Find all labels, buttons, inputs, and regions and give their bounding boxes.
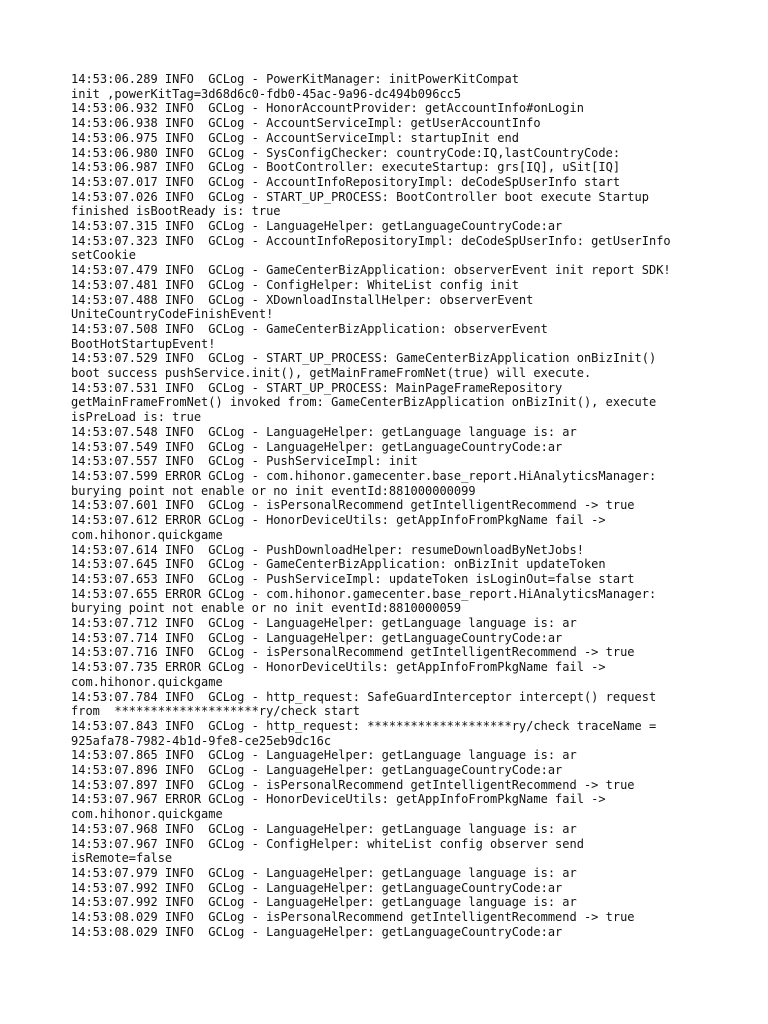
- log-line: 14:53:07.992 INFO GCLog - LanguageHelper: getLanguageCountryCode:ar: [71, 880, 563, 895]
- log-line: 14:53:07.315 INFO GCLog - LanguageHelper: getLanguageCountryCode:ar: [71, 219, 563, 234]
- log-line: setCookie: [71, 248, 137, 263]
- log-line: 14:53:07.843 INFO GCLog - http_request: ********************ry/check traceName =: [71, 718, 657, 733]
- log-line: 14:53:07.714 INFO GCLog - LanguageHelper: getLanguageCountryCode:ar: [71, 630, 563, 645]
- log-line: 14:53:07.548 INFO GCLog - LanguageHelper: getLanguage language is: ar: [71, 424, 577, 439]
- log-line: UniteCountryCodeFinishEvent!: [71, 307, 274, 322]
- log-line: 14:53:06.987 INFO GCLog - BootController: executeStartup: grs[IQ], uSit[IQ]: [71, 160, 621, 175]
- log-line: 14:53:07.865 INFO GCLog - LanguageHelper: getLanguage language is: ar: [71, 748, 577, 763]
- log-line: burying point not enable or no init eventId:881000000099: [71, 483, 476, 498]
- log-line: 14:53:07.481 INFO GCLog - ConfigHelper: WhiteList config init: [71, 277, 519, 292]
- log-document: [71, 72, 731, 939]
- log-line: isPreLoad is: true: [71, 410, 202, 425]
- log-line: 14:53:06.975 INFO GCLog - AccountServiceImpl: startupInit end: [71, 130, 519, 145]
- log-line: 14:53:08.029 INFO GCLog - LanguageHelper: getLanguageCountryCode:ar: [71, 924, 563, 939]
- log-line: boot success pushService.init(), getMainFrameFromNet(true) will execute.: [71, 366, 592, 381]
- log-line: 14:53:07.653 INFO GCLog - PushServiceImpl: updateToken isLoginOut=false start: [71, 571, 635, 586]
- log-line: com.hihonor.quickgame: [71, 527, 223, 542]
- log-line: BootHotStartupEvent!: [71, 336, 216, 351]
- log-line: init ,powerKitTag=3d68d6c0-fdb0-45ac-9a96-dc494b096cc5: [71, 86, 462, 101]
- log-line: getMainFrameFromNet() invoked from: GameCenterBizApplication onBizInit(), execute: [71, 395, 657, 410]
- log-line: finished isBootReady is: true: [71, 204, 281, 219]
- log-line: 14:53:07.968 INFO GCLog - LanguageHelper: getLanguage language is: ar: [71, 821, 577, 836]
- log-line: 14:53:07.557 INFO GCLog - PushServiceImpl: init: [71, 454, 418, 469]
- log-line: 14:53:06.980 INFO GCLog - SysConfigChecker: countryCode:IQ,lastCountryCode:: [71, 145, 621, 160]
- log-line: isRemote=false: [71, 851, 173, 866]
- log-line: 14:53:07.323 INFO GCLog - AccountInfoRepositoryImpl: deCodeSpUserInfo: getUserInfo: [71, 233, 671, 248]
- log-line: 14:53:07.979 INFO GCLog - LanguageHelper: getLanguage language is: ar: [71, 865, 577, 880]
- log-line: 14:53:07.614 INFO GCLog - PushDownloadHelper: resumeDownloadByNetJobs!: [71, 542, 584, 557]
- log-line: 14:53:07.026 INFO GCLog - START_UP_PROCESS: BootController boot execute Startup: [71, 189, 649, 204]
- log-line: 14:53:06.938 INFO GCLog - AccountServiceImpl: getUserAccountInfo: [71, 116, 541, 131]
- log-line: 14:53:07.599 ERROR GCLog - com.hihonor.gamecenter.base_report.HiAnalyticsManager:: [71, 468, 657, 483]
- log-line: 14:53:07.967 INFO GCLog - ConfigHelper: whiteList config observer send: [71, 836, 584, 851]
- log-line: 14:53:07.549 INFO GCLog - LanguageHelper: getLanguageCountryCode:ar: [71, 439, 563, 454]
- log-line: burying point not enable or no init eventId:8810000059: [71, 601, 462, 616]
- log-line: 14:53:06.932 INFO GCLog - HonorAccountProvider: getAccountInfo#onLogin: [71, 101, 584, 116]
- log-line: 14:53:07.716 INFO GCLog - isPersonalRecommend getIntelligentRecommend -> true: [71, 645, 635, 660]
- log-line: 14:53:07.479 INFO GCLog - GameCenterBizApplication: observerEvent init report SDK!: [71, 263, 671, 278]
- log-line: 14:53:07.735 ERROR GCLog - HonorDeviceUtils: getAppInfoFromPkgName fail ->: [71, 660, 606, 675]
- log-line: 14:53:07.712 INFO GCLog - LanguageHelper: getLanguage language is: ar: [71, 616, 577, 631]
- log-line: 14:53:07.529 INFO GCLog - START_UP_PROCESS: GameCenterBizApplication onBizInit(): [71, 351, 657, 366]
- log-line: 14:53:07.612 ERROR GCLog - HonorDeviceUtils: getAppInfoFromPkgName fail ->: [71, 513, 606, 528]
- log-line: 14:53:07.896 INFO GCLog - LanguageHelper: getLanguageCountryCode:ar: [71, 763, 563, 778]
- log-line: 14:53:07.531 INFO GCLog - START_UP_PROCESS: MainPageFrameRepository: [71, 380, 563, 395]
- log-line: 925afa78-7982-4b1d-9fe8-ce25eb9dc16c: [71, 733, 332, 748]
- log-line: 14:53:07.017 INFO GCLog - AccountInfoRepositoryImpl: deCodeSpUserInfo start: [71, 174, 621, 189]
- log-line: from ********************ry/check start: [71, 704, 360, 719]
- log-line: 14:53:07.488 INFO GCLog - XDownloadInstallHelper: observerEvent: [71, 292, 534, 307]
- log-line: 14:53:07.897 INFO GCLog - isPersonalRecommend getIntelligentRecommend -> true: [71, 777, 635, 792]
- log-line: 14:53:07.655 ERROR GCLog - com.hihonor.gamecenter.base_report.HiAnalyticsManager:: [71, 586, 657, 601]
- log-line: com.hihonor.quickgame: [71, 807, 223, 822]
- log-line: 14:53:07.508 INFO GCLog - GameCenterBizApplication: observerEvent: [71, 321, 548, 336]
- log-line: com.hihonor.quickgame: [71, 674, 223, 689]
- log-line: 14:53:07.601 INFO GCLog - isPersonalRecommend getIntelligentRecommend -> true: [71, 498, 635, 513]
- log-line: 14:53:07.784 INFO GCLog - http_request: SafeGuardInterceptor intercept() request: [71, 689, 657, 704]
- log-line: 14:53:07.645 INFO GCLog - GameCenterBizApplication: onBizInit updateToken: [71, 557, 606, 572]
- log-line: 14:53:08.029 INFO GCLog - isPersonalRecommend getIntelligentRecommend -> true: [71, 910, 635, 925]
- log-line: 14:53:06.289 INFO GCLog - PowerKitManager: initPowerKitCompat: [71, 72, 519, 86]
- log-line: 14:53:07.967 ERROR GCLog - HonorDeviceUtils: getAppInfoFromPkgName fail ->: [71, 792, 606, 807]
- log-line: 14:53:07.992 INFO GCLog - LanguageHelper: getLanguage language is: ar: [71, 895, 577, 910]
